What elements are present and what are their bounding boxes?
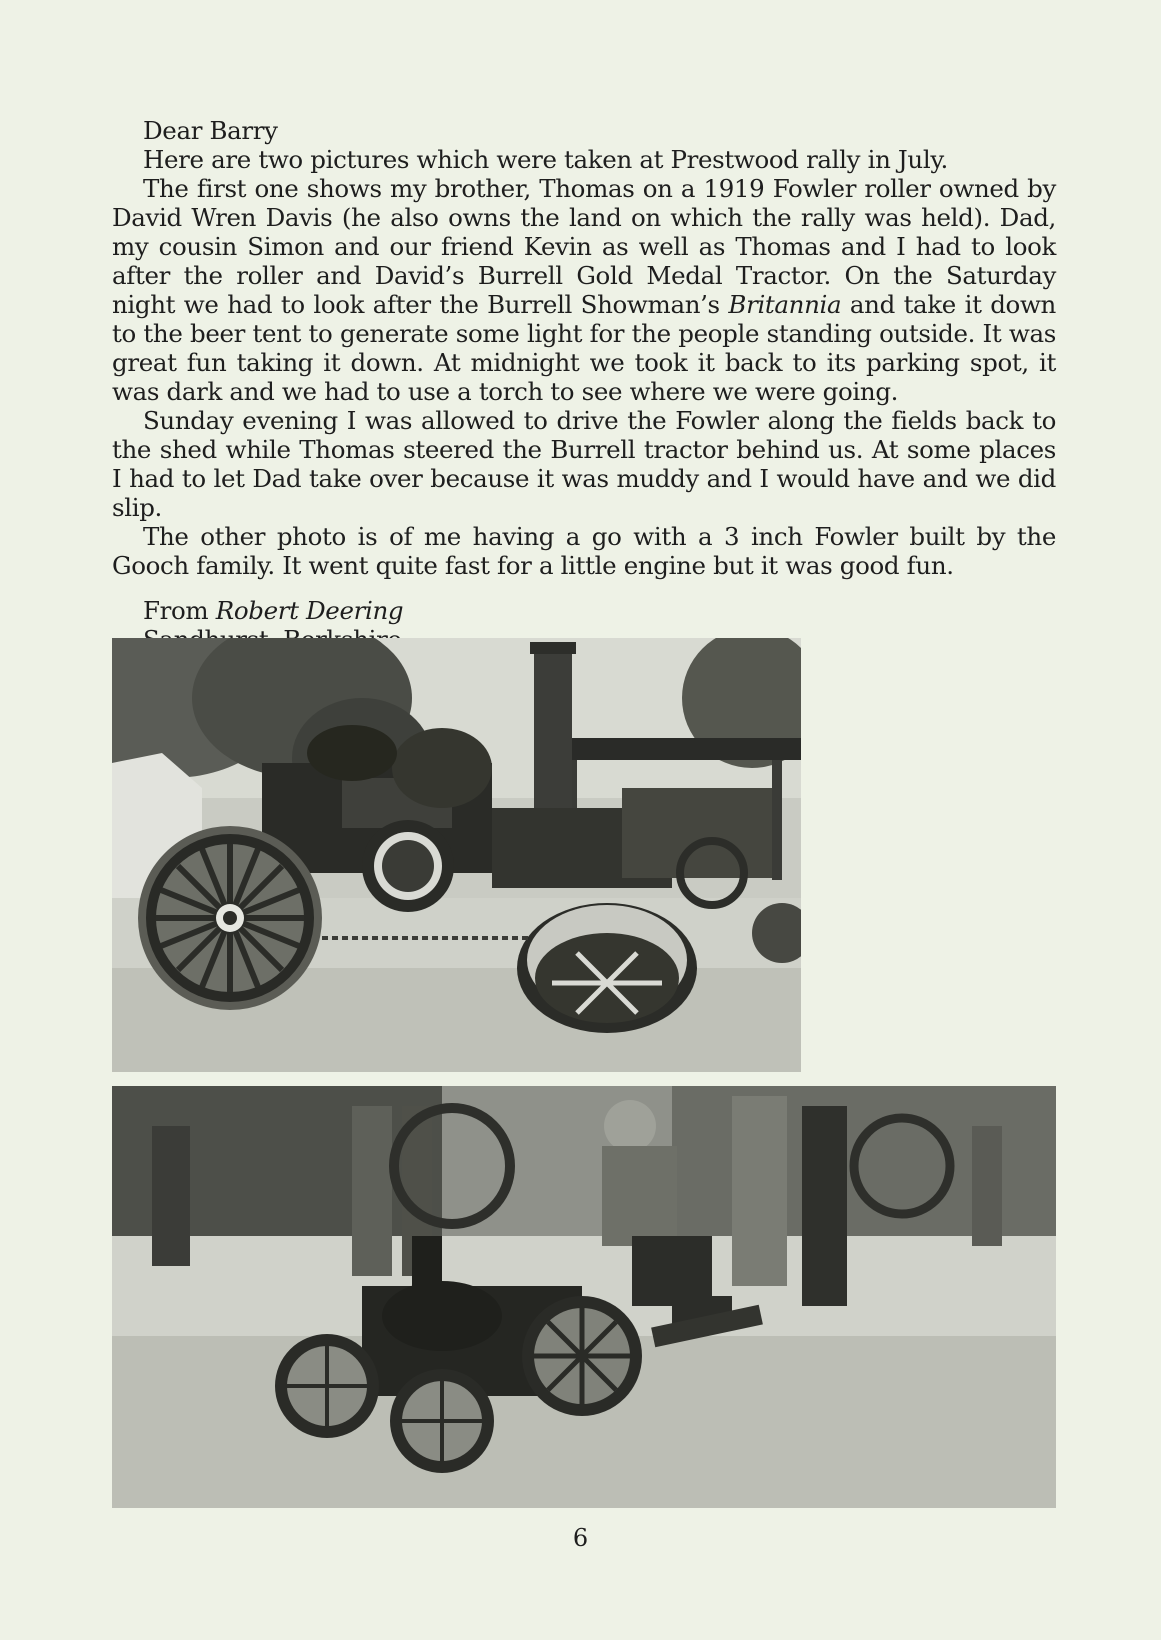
paragraph-fowler-roller-text-b: and take it down to the beer tent to generate some light for the people standing outside. It was great fun taking it down. At midnight we took it back to its parking spot, it was dark and we had to use a torch to see where we were going. (112, 290, 1056, 406)
photo-model-fowler-image (112, 1086, 1056, 1508)
author-name: Robert Deering (215, 596, 404, 625)
salutation: Dear Barry (143, 116, 278, 145)
photo-fowler-roller (112, 638, 801, 1072)
from-label: From (143, 596, 216, 625)
britannia-name: Britannia (728, 290, 842, 319)
signoff-from-line (112, 596, 1056, 625)
paragraph-fowler-roller (112, 174, 1056, 406)
paragraph-intro: Here are two pictures which were taken at Prestwood rally in July. (143, 145, 948, 174)
photo-model-fowler (112, 1086, 1056, 1508)
letter-body (112, 116, 1056, 654)
paragraph-sunday-evening: Sunday evening I was allowed to drive the Fowler along the fields back to the shed while Thomas steered the Burrell tractor behind us. At some places I had to let Dad take over because it was muddy and I would have and we did slip. (112, 406, 1056, 522)
page-number: 6 (572, 1524, 589, 1552)
photo-fowler-roller-image (112, 638, 801, 1072)
paragraph-other-photo: The other photo is of me having a go with a 3 inch Fowler built by the Gooch family. It went quite fast for a little engine but it was good fun. (112, 522, 1056, 580)
paragraph-fowler-roller-text-a: The first one shows my brother, Thomas on a 1919 Fowler roller owned by David Wren Davis (he also owns the land on which the rally was held). Dad, my cousin Simon and our friend Kevin as well as Thomas and I had to look after the roller and David’s Burrell Gold Medal Tractor. On the Saturday night we had to look after the Burrell Showman’s (112, 174, 1056, 319)
